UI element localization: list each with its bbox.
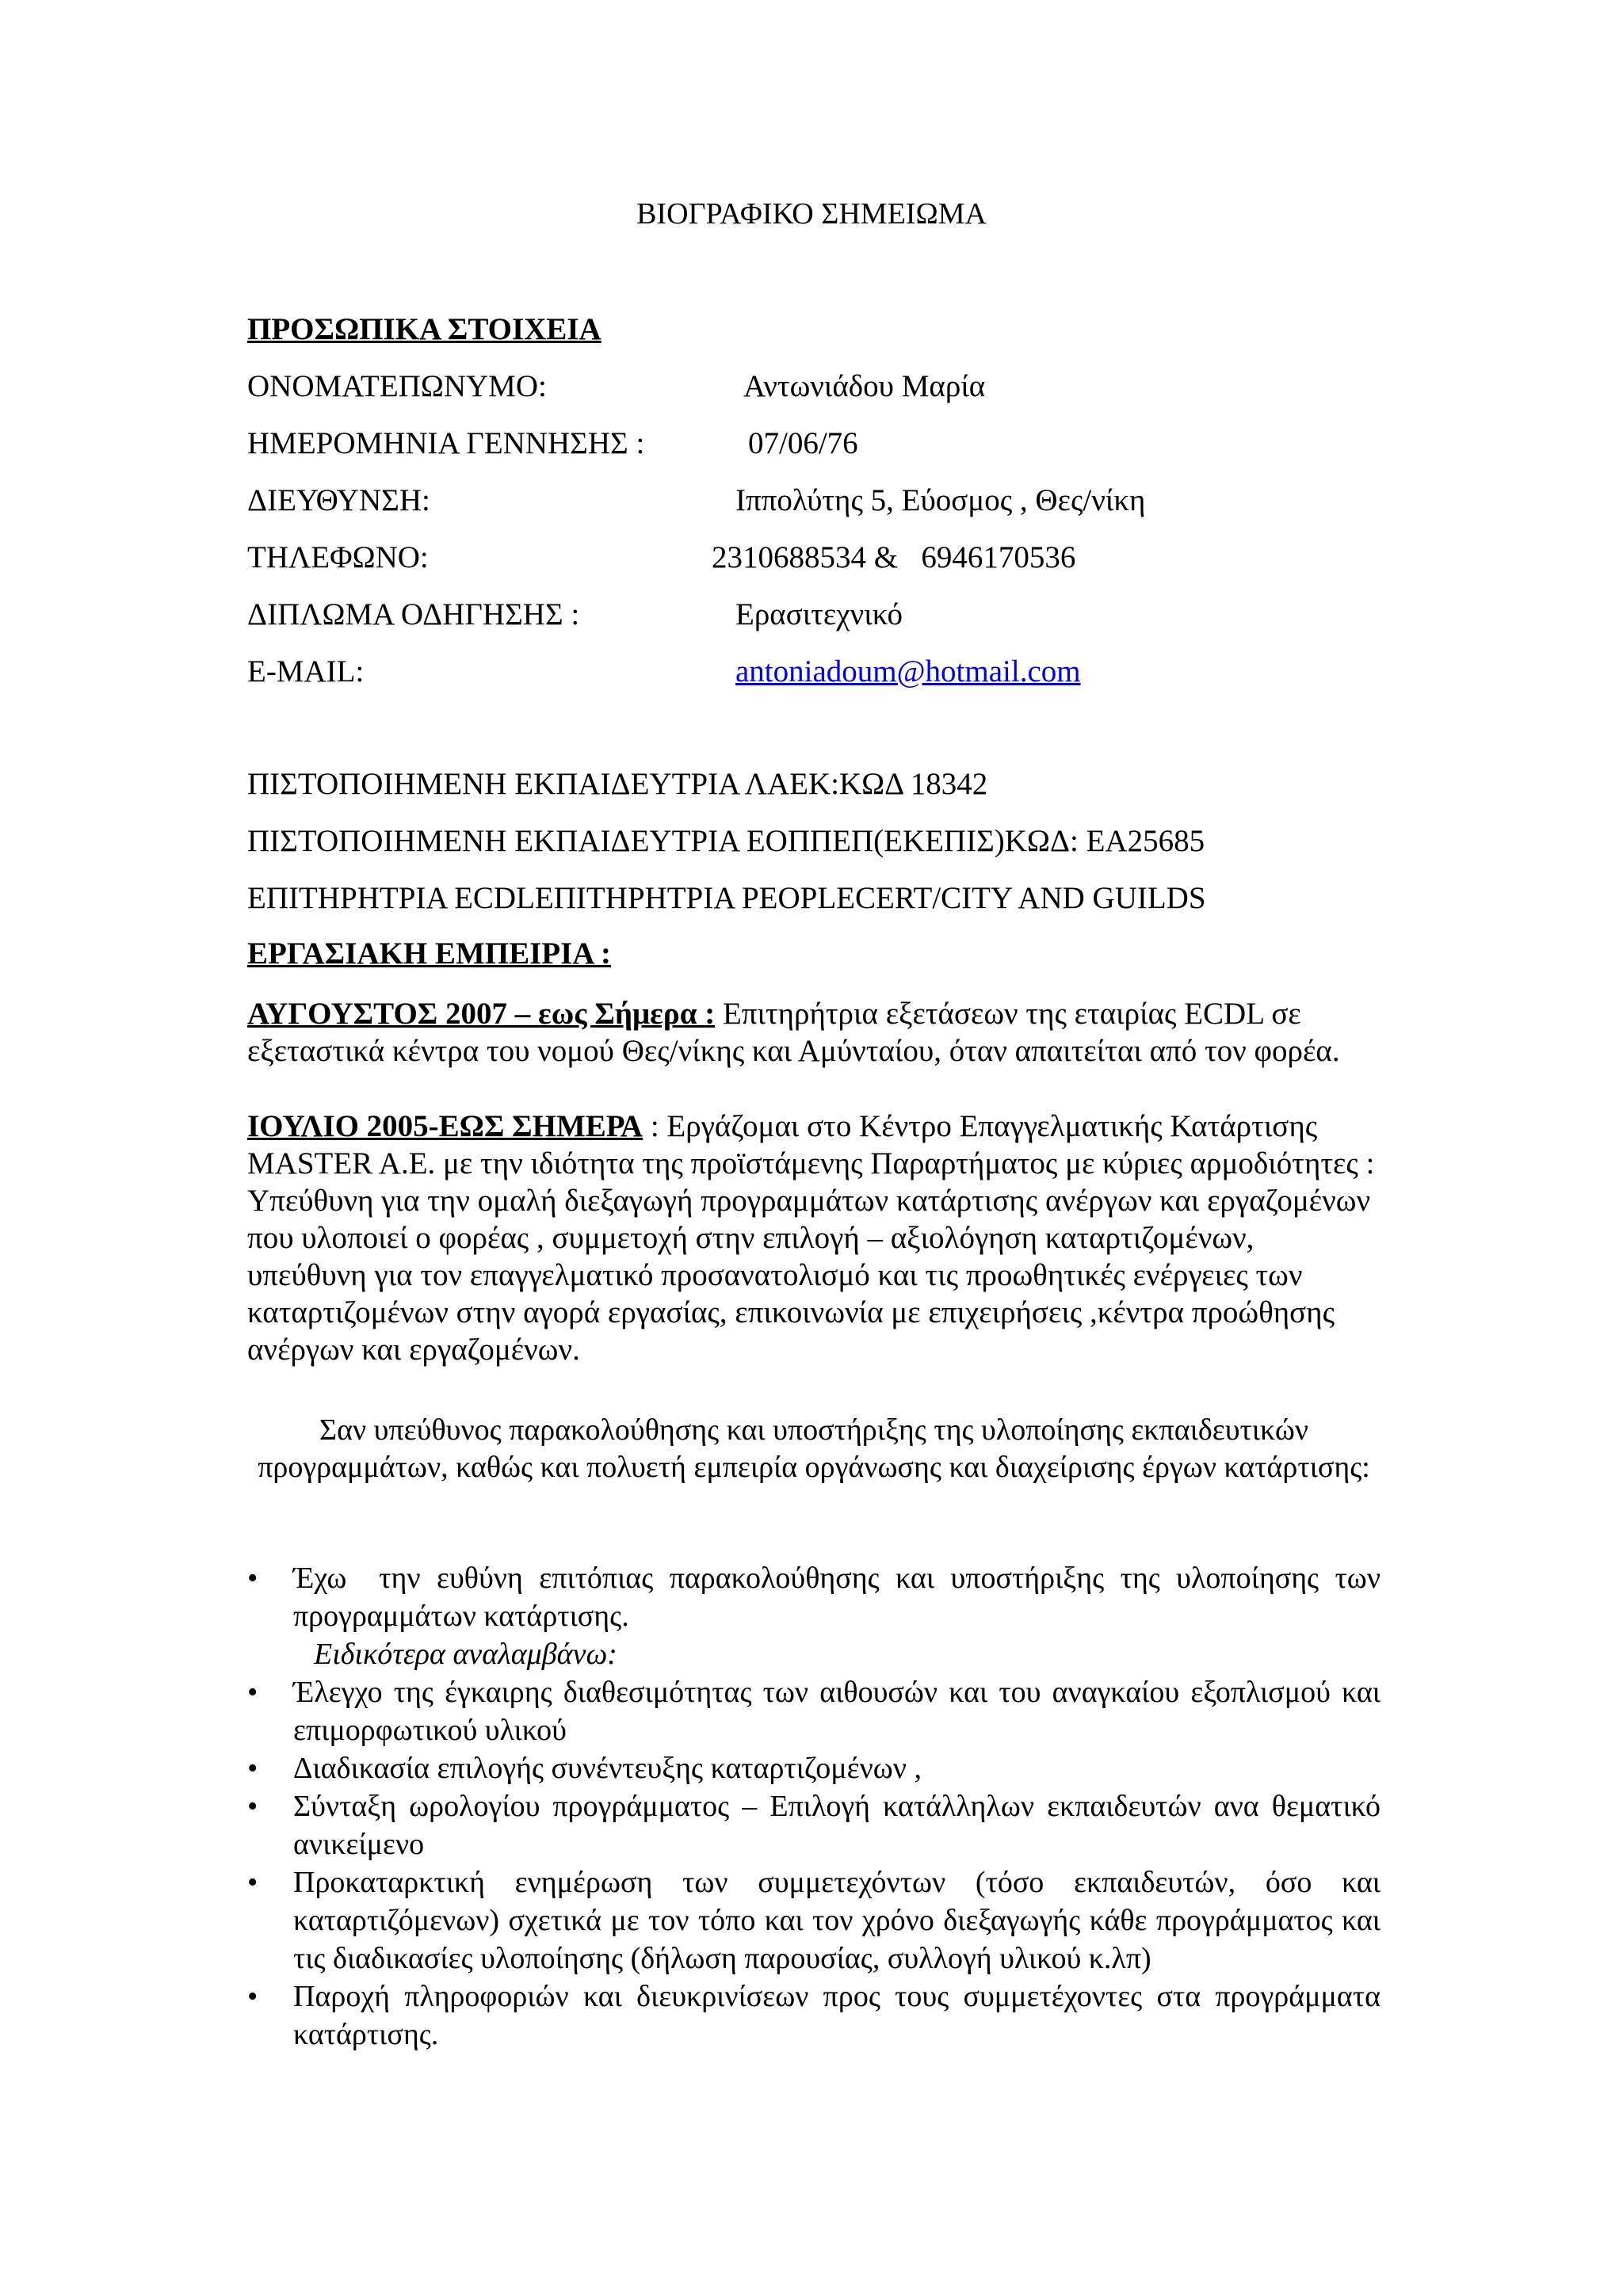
list-item-text: Σύνταξη ωρολογίου προγράμματος – Επιλογή κατάλληλων εκπαιδευτών ανα θεματικό ανικείμενο [293,1790,1381,1861]
experience-entry-period: ΙΟΥΛΙΟ 2005-ΕΩΣ ΣΗΜΕΡΑ [247,1109,643,1143]
list-item-text: Προκαταρκτική ενημέρωση των συμμετεχόντων (τόσο εκπαιδευτών, όσο και καταρτιζόμενων) σχετικά με τον τόπο και τον χρόνο διεξαγωγής κάθε προγράμματος και τις διαδικασίες υλοποίησης (δήλωση παρουσίας, συλλογή υλικού κ.λπ) [293,1866,1381,1975]
list-item [247,1559,1388,1635]
field-label-email: E-MAIL: [247,654,365,688]
experience-summary: Σαν υπεύθυνος παρακολούθησης και υποστήριξης της υλοποίησης εκπαιδευτικών προγραμμάτων, καθώς και πολυετή εμπειρία οργάνωσης και διαχείρισης έργων κατάρτισης: [258,1413,1370,1484]
list-item-text: Έλεγχο της έγκαιρης διαθεσιμότητας των αιθουσών και του αναγκαίου εξοπλισμού και επιμορφωτικού υλικού [293,1676,1381,1747]
experience-entry-ecdl [247,995,1381,1070]
field-label-fullname: ΟΝΟΜΑΤΕΠΩΝΥΜΟ: [247,369,547,403]
list-subnote: Ειδικότερα αναλαμβάνω: [314,1638,617,1671]
experience-section-heading: ΕΡΓΑΣΙΑΚΗ ΕΜΠΕΙΡΙΑ : [247,936,612,971]
field-value-license: Ερασιτεχνικό [735,597,903,631]
list-item [247,1863,1381,1978]
list-item [247,1673,1381,1749]
bullet-icon: • [247,1676,258,1709]
bullet-icon: • [247,1790,258,1823]
field-label-address: ΔΙΕΥΘΥΝΣΗ: [247,483,430,517]
certification-ecdl: ΕΠΙΤΗΡΗΤΡΙΑ ECDLΕΠΙΤΗΡΗΤΡΙΑ PEOPLECERT/CITY AND GUILDS [247,881,1206,915]
list-item-text: Διαδικασία επιλογής συνέντευξης καταρτιζομένων , [293,1752,922,1785]
bullet-icon: • [247,1752,258,1785]
certification-laek: ΠΙΣΤΟΠΟΙΗΜΕΝΗ ΕΚΠΑΙΔΕΥΤΡΙΑ ΛΑΕΚ:ΚΩΔ 18342 [247,767,988,801]
experience-entry-text: Επιτηρήτρια εξετάσεων της εταιρίας ECDL σε εξεταστικά κέντρα του νομού Θες/νίκης και Αμύνταίου, όταν απαιτείται από τον φορέα. [247,997,1340,1068]
list-item [247,1787,1381,1863]
responsibilities-list [247,1559,1388,2054]
field-value-phone: 2310688534 & 6946170536 [712,540,1076,574]
field-label-birthdate: ΗΜΕΡΟΜΗΝΙΑ ΓΕΝΝΗΣΗΣ : [247,426,645,460]
email-link[interactable]: antoniadoum@hotmail.com [735,654,1081,688]
bullet-icon: • [247,1562,258,1595]
document-title: ΒΙΟΓΡΑΦΙΚΟ ΣΗΜΕΙΩΜΑ [636,197,987,231]
field-value-birthdate: 07/06/76 [748,426,858,460]
list-item [247,1978,1381,2054]
experience-entry-text: : Εργάζομαι στο Κέντρο Επαγγελματικής Κατάρτισης MASTER A.E. με την ιδιότητα της προϊστάμενης Παραρτήματος με κύριες αρμοδιότητες : Υπεύθυνη για την ομαλή διεξαγωγή προγραμμάτων κατάρτισης ανέργων και εργαζομένων που υλοποιεί ο φορέας , συμμετοχή στην επιλογή – αξιολόγηση καταρτιζομένων, υπεύθυνη για τον επαγγελματικό προσανατολισμό και τις προωθητικές ενέργειες των καταρτιζομένων στην αγορά εργασίας, επικοινωνία με επιχειρήσεις ,κέντρα προώθησης ανέργων και εργαζομένων. [247,1109,1375,1367]
experience-entry-period: ΑΥΓΟΥΣΤΟΣ 2007 – εως Σήμερα : [247,997,716,1031]
field-value-fullname: Αντωνιάδου Μαρία [743,369,986,403]
list-item-text: Παροχή πληροφοριών και διευκρινίσεων προς τους συμμετέχοντες στα προγράμματα κατάρτισης. [293,1980,1381,2051]
personal-section-heading: ΠΡΟΣΩΠΙΚΑ ΣΤΟΙΧΕΙΑ [247,312,601,346]
experience-entry-master [247,1108,1381,1368]
field-value-address: Ιππολύτης 5, Εύοσμος , Θες/νίκη [735,483,1146,517]
list-item [247,1749,1381,1787]
field-label-phone: ΤΗΛΕΦΩΝΟ: [247,540,429,574]
list-item-text: Έχω την ευθύνη επιτόπιας παρακολούθησης και υποστήριξης της υλοποίησης των προγραμμάτων κατάρτισης. [293,1562,1388,1633]
certification-eoppep: ΠΙΣΤΟΠΟΙΗΜΕΝΗ ΕΚΠΑΙΔΕΥΤΡΙΑ ΕΟΠΠΕΠ(ΕΚΕΠΙΣ)ΚΩΔ: ΕΑ25685 [247,824,1205,858]
field-label-license: ΔΙΠΛΩΜΑ ΟΔΗΓΗΣΗΣ : [247,597,580,631]
bullet-icon: • [247,1980,258,2013]
bullet-icon: • [247,1866,258,1899]
